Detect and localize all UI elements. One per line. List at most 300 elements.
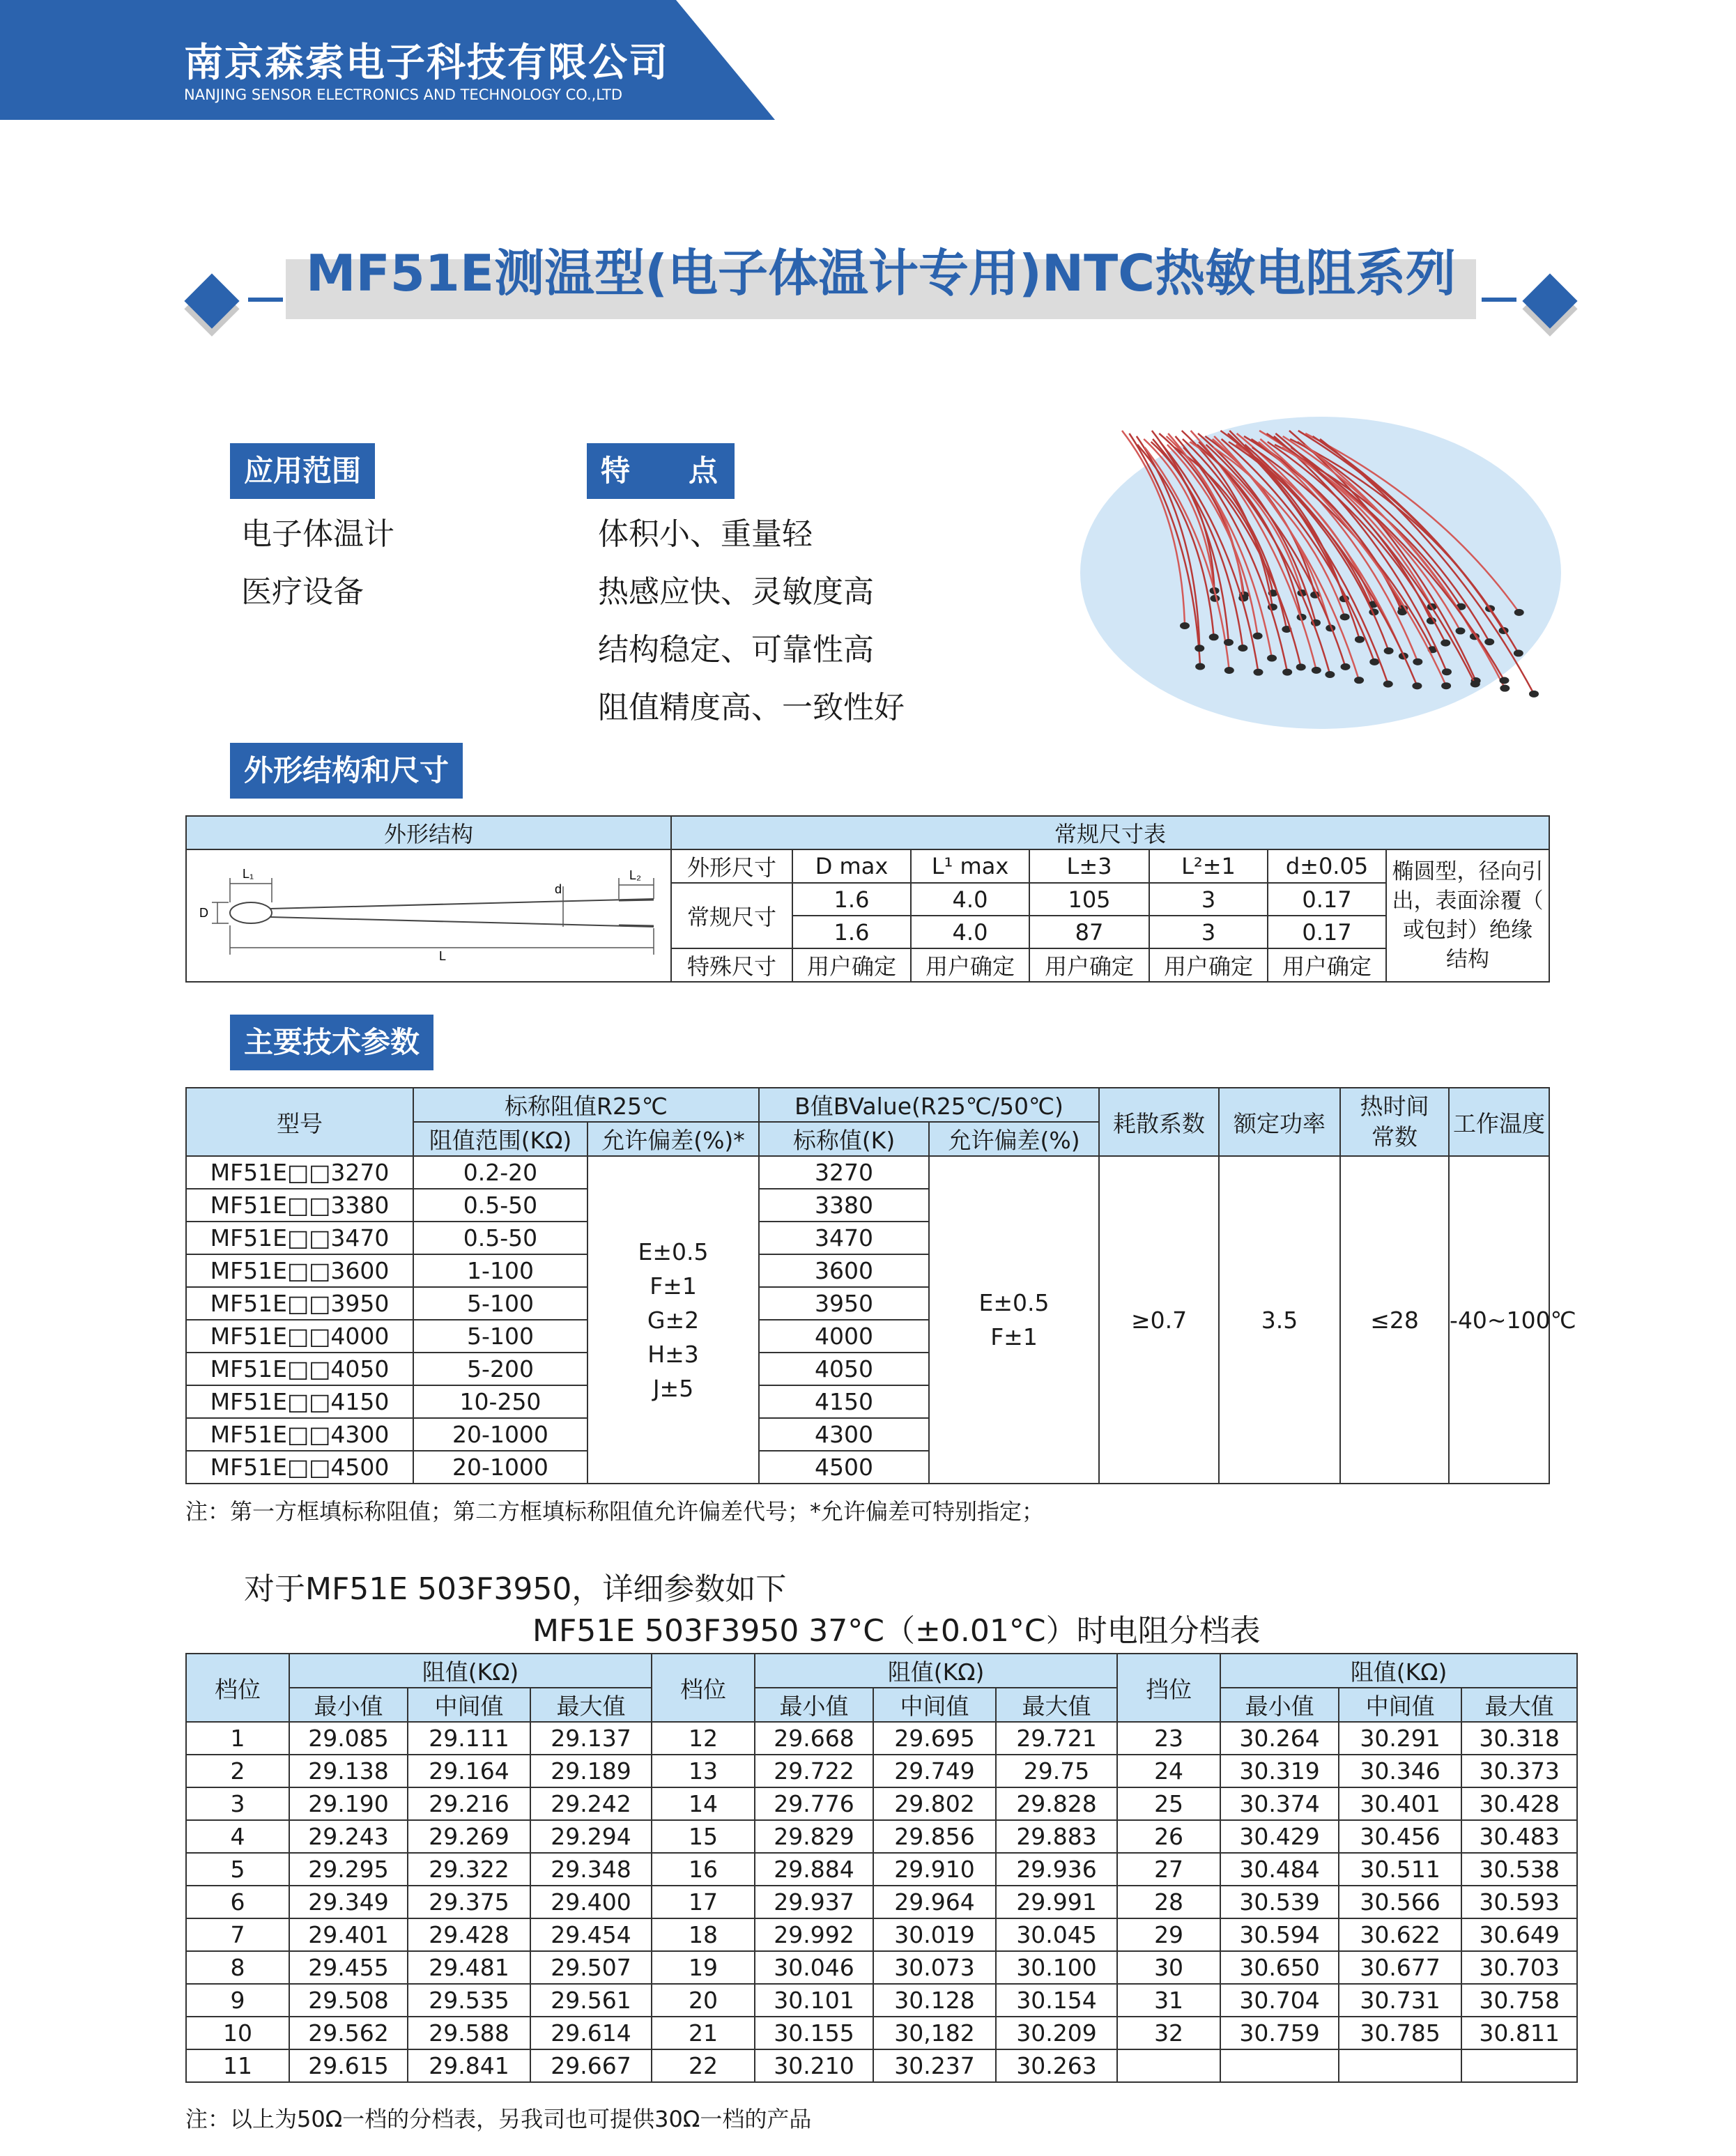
bin-value-cell: 30.209 <box>996 2017 1117 2049</box>
special-size-label: 特殊尺寸 <box>671 948 792 982</box>
dimensions-label: 外形结构和尺寸 <box>230 743 463 799</box>
bin-value-cell: 30,182 <box>873 2017 996 2049</box>
application-item: 医疗设备 <box>241 574 364 610</box>
bin-header-min: 最小值 <box>1220 1688 1339 1722</box>
bin-index-cell <box>1117 2049 1220 2082</box>
thermistor-bead <box>1253 669 1263 676</box>
dim-cell: 1.6 <box>792 916 911 948</box>
thermistor-bead <box>1412 682 1422 689</box>
bin-value-cell: 30.319 <box>1220 1755 1339 1787</box>
bin-value-cell <box>1220 2049 1339 2082</box>
bin-value-cell: 29.348 <box>530 1853 652 1886</box>
spec-header-b-tol: 允许偏差(%) <box>929 1122 1099 1156</box>
bin-value-cell: 29.562 <box>289 2017 408 2049</box>
dim-cell: 105 <box>1029 883 1149 916</box>
bin-value-cell: 30.237 <box>873 2049 996 2082</box>
structure-diagram-cell <box>186 849 671 982</box>
specs-note: 注：第一方框填标称阻值；第二方框填标称阻值允许偏差代号；*允许偏差可特别指定； <box>185 1498 1045 1525</box>
bin-value-cell: 30.758 <box>1461 1984 1577 2017</box>
spec-b-tol-cell <box>929 1156 1099 1484</box>
spec-model: MF51E□□4150 <box>186 1385 413 1418</box>
bin-value-cell: 30.456 <box>1339 1820 1461 1853</box>
title-diamond-left-icon <box>184 273 239 328</box>
bin-value-cell: 30.704 <box>1220 1984 1339 2017</box>
spec-range: 5-100 <box>413 1320 587 1353</box>
bin-value-cell: 29.992 <box>755 1918 873 1951</box>
bin-header-r: 阻值(KΩ) <box>289 1654 652 1688</box>
bin-value-cell: 29.375 <box>408 1886 530 1918</box>
spec-header-b-nominal: 标称值(K) <box>759 1122 929 1156</box>
bin-index-cell: 19 <box>652 1951 755 1984</box>
spec-model: MF51E□□3470 <box>186 1222 413 1254</box>
spec-model: MF51E□□4050 <box>186 1353 413 1385</box>
bin-index-cell: 14 <box>652 1787 755 1820</box>
spec-b-nominal: 3950 <box>759 1287 929 1320</box>
dim-col-header: L¹ max <box>911 849 1029 883</box>
bin-value-cell: 30.483 <box>1461 1820 1577 1853</box>
spec-time-constant: ≤28 <box>1340 1156 1449 1484</box>
bin-value-cell: 30.100 <box>996 1951 1117 1984</box>
dim-col-header: 外形尺寸 <box>671 849 792 883</box>
thermistor-bead <box>1384 647 1394 654</box>
remark-line: 椭圆型，径向引 <box>1392 859 1544 884</box>
bin-value-cell: 29.137 <box>530 1722 652 1755</box>
thermistor-bead <box>1224 667 1234 674</box>
bin-header-min: 最小值 <box>755 1688 873 1722</box>
bin-value-cell: 29.841 <box>408 2049 530 2082</box>
bin-value-cell: 30.210 <box>755 2049 873 2082</box>
diagram-label-d: d <box>555 882 562 896</box>
thermistor-bead <box>1529 691 1539 698</box>
spec-range: 10-250 <box>413 1385 587 1418</box>
normal-size-label: 常规尺寸 <box>671 883 792 948</box>
bin-value-cell: 29.535 <box>408 1984 530 2017</box>
bin-value-cell: 29.749 <box>873 1755 996 1787</box>
bin-header-index: 档位 <box>652 1654 755 1722</box>
r-tol-value: E±0.5 <box>638 1238 709 1265</box>
thermistor-bead <box>1413 659 1422 665</box>
dim-cell: 4.0 <box>911 916 1029 948</box>
spec-header-model: 型号 <box>186 1088 413 1156</box>
bin-value-cell: 30.019 <box>873 1918 996 1951</box>
bin-value-cell: 30.101 <box>755 1984 873 2017</box>
bin-index-cell: 4 <box>186 1820 289 1853</box>
bin-index-cell: 16 <box>652 1853 755 1886</box>
spec-header-time-constant <box>1340 1088 1449 1156</box>
thermistor-bead <box>1209 633 1219 640</box>
bin-index-cell: 27 <box>1117 1853 1220 1886</box>
r-tol-value: F±1 <box>650 1272 697 1300</box>
bin-value-cell: 29.991 <box>996 1886 1117 1918</box>
bin-value-cell: 29.428 <box>408 1918 530 1951</box>
bin-value-cell: 29.937 <box>755 1886 873 1918</box>
remark-line: 出，表面涂覆（ <box>1392 888 1544 914</box>
diagram-label-l2: L₂ <box>629 868 641 882</box>
bin-value-cell: 30.263 <box>996 2049 1117 2082</box>
spec-model: MF51E□□3950 <box>186 1287 413 1320</box>
remark-line: 结构 <box>1446 947 1490 972</box>
bin-value-cell: 30.703 <box>1461 1951 1577 1984</box>
bins-title: MF51E 503F3950 37°C（±0.01°C）时电阻分档表 <box>532 1613 1261 1649</box>
diagram-label-l1: L₁ <box>243 867 254 881</box>
spec-header-dissipation: 耗散系数 <box>1099 1088 1219 1156</box>
thermistor-bead <box>1456 627 1466 634</box>
bin-value-cell: 29.111 <box>408 1722 530 1755</box>
bin-value-cell: 30.318 <box>1461 1722 1577 1755</box>
spec-model: MF51E□□3600 <box>186 1254 413 1287</box>
bin-value-cell: 30.428 <box>1461 1787 1577 1820</box>
bin-header-max: 最大值 <box>996 1688 1117 1722</box>
bin-value-cell: 30.759 <box>1220 2017 1339 2049</box>
thermistor-bead <box>1354 677 1364 684</box>
spec-model: MF51E□□4300 <box>186 1418 413 1451</box>
bin-value-cell: 30.401 <box>1339 1787 1461 1820</box>
company-name-cn: 南京森索电子科技有限公司 <box>184 40 669 86</box>
bins-note: 注：以上为50Ω一档的分档表，另我司也可提供30Ω一档的产品 <box>185 2106 812 2132</box>
spec-temp: -40~100℃ <box>1449 1156 1549 1484</box>
thermistor-bead <box>1282 669 1292 676</box>
thermistor-bead <box>1499 677 1509 684</box>
bin-index-cell: 6 <box>186 1886 289 1918</box>
bin-header-max: 最大值 <box>530 1688 652 1722</box>
dimensions-table <box>185 815 1550 983</box>
bin-index-cell: 24 <box>1117 1755 1220 1787</box>
bin-row <box>186 2017 1577 2049</box>
spec-model: MF51E□□4500 <box>186 1451 413 1484</box>
bin-value-cell <box>1339 2049 1461 2082</box>
spec-range: 0.5-50 <box>413 1189 587 1222</box>
bin-index-cell: 21 <box>652 2017 755 2049</box>
company-name-en: NANJING SENSOR ELECTRONICS AND TECHNOLOGY CO.,LTD <box>184 86 623 103</box>
thermistor-bead <box>1195 663 1205 670</box>
thermistor-bead <box>1312 667 1321 674</box>
spec-b-nominal: 4050 <box>759 1353 929 1385</box>
bin-value-cell: 30.291 <box>1339 1722 1461 1755</box>
bin-value-cell: 29.75 <box>996 1755 1117 1787</box>
bin-value-cell: 30.594 <box>1220 1918 1339 1951</box>
remark-line: 或包封）绝缘 <box>1403 918 1533 943</box>
bin-value-cell: 29.828 <box>996 1787 1117 1820</box>
bin-index-cell: 1 <box>186 1722 289 1755</box>
bin-value-cell <box>1461 2049 1577 2082</box>
dim-col-header: D max <box>792 849 911 883</box>
thermistor-bead <box>1369 659 1379 665</box>
bin-value-cell: 30.539 <box>1220 1886 1339 1918</box>
r-tol-value: J±5 <box>652 1374 694 1402</box>
specs-table <box>185 1087 1576 1484</box>
spec-power: 3.5 <box>1219 1156 1340 1484</box>
bin-index-cell: 28 <box>1117 1886 1220 1918</box>
bin-value-cell: 29.294 <box>530 1820 652 1853</box>
spec-b-nominal: 3270 <box>759 1156 929 1189</box>
bin-index-cell: 11 <box>186 2049 289 2082</box>
bin-index-cell: 8 <box>186 1951 289 1984</box>
spec-b-nominal: 4300 <box>759 1418 929 1451</box>
bin-value-cell: 29.776 <box>755 1787 873 1820</box>
spec-model: MF51E□□3380 <box>186 1189 413 1222</box>
bin-value-cell: 29.189 <box>530 1755 652 1787</box>
dim-cell: 4.0 <box>911 883 1029 916</box>
thermistor-bead <box>1253 633 1263 640</box>
specs-label: 主要技术参数 <box>230 1015 433 1070</box>
thermistor-bead <box>1442 668 1452 675</box>
bin-value-cell: 30.346 <box>1339 1755 1461 1787</box>
bins-table <box>185 1653 1578 2083</box>
structure-diagram <box>187 850 672 976</box>
application-item: 电子体温计 <box>241 516 394 552</box>
bin-value-cell: 30.128 <box>873 1984 996 2017</box>
bin-value-cell: 30.484 <box>1220 1853 1339 1886</box>
spec-header-temp: 工作温度 <box>1449 1088 1549 1156</box>
spec-header-r-tol: 允许偏差(%)* <box>587 1122 759 1156</box>
thermistor-bead <box>1514 609 1524 616</box>
bin-value-cell: 29.910 <box>873 1853 996 1886</box>
r-tol-value: H±3 <box>647 1340 699 1368</box>
b-tol-value: E±0.5 <box>978 1289 1050 1316</box>
thermistor-bead <box>1383 681 1393 688</box>
dim-cell: 3 <box>1149 916 1268 948</box>
bin-value-cell: 29.883 <box>996 1820 1117 1853</box>
thermistor-wires-image <box>1080 417 1561 729</box>
dim-cell: 用户确定 <box>1149 948 1268 982</box>
spec-range: 5-100 <box>413 1287 587 1320</box>
r-tol-value: G±2 <box>647 1306 700 1334</box>
bin-index-cell: 7 <box>186 1918 289 1951</box>
application-label: 应用范围 <box>230 443 375 499</box>
thermistor-bead <box>1500 685 1510 692</box>
bin-value-cell: 29.295 <box>289 1853 408 1886</box>
dim-cell: 87 <box>1029 916 1149 948</box>
bin-value-cell: 29.401 <box>289 1918 408 1951</box>
title-diamond-right-icon <box>1522 273 1577 328</box>
bin-value-cell: 30.374 <box>1220 1787 1339 1820</box>
dim-cell: 用户确定 <box>1029 948 1149 982</box>
spec-range: 5-200 <box>413 1353 587 1385</box>
thermistor-bead <box>1441 682 1451 689</box>
spec-b-nominal: 3600 <box>759 1254 929 1287</box>
bin-value-cell: 30.622 <box>1339 1918 1461 1951</box>
title-dash-left <box>248 298 283 302</box>
b-tol-value: F±1 <box>990 1323 1038 1350</box>
dim-cell: 3 <box>1149 883 1268 916</box>
bin-index-cell: 18 <box>652 1918 755 1951</box>
spec-b-nominal: 3470 <box>759 1222 929 1254</box>
bin-row <box>186 1787 1577 1820</box>
thermistor-bead <box>1470 681 1480 688</box>
thermistor-bead <box>1267 655 1277 662</box>
spec-range: 20-1000 <box>413 1418 587 1451</box>
bin-value-cell: 30.046 <box>755 1951 873 1984</box>
bin-index-cell: 13 <box>652 1755 755 1787</box>
dim-col-header: L²±1 <box>1149 849 1268 883</box>
bin-value-cell: 29.588 <box>408 2017 530 2049</box>
feature-item: 体积小、重量轻 <box>598 516 813 552</box>
bin-value-cell: 29.884 <box>755 1853 873 1886</box>
bin-index-cell: 30 <box>1117 1951 1220 1984</box>
bin-index-cell: 25 <box>1117 1787 1220 1820</box>
thermistor-bead <box>1484 638 1494 645</box>
bins-intro: 对于MF51E 503F3950，详细参数如下 <box>244 1571 787 1607</box>
bin-header-index: 挡位 <box>1117 1654 1220 1722</box>
bin-value-cell: 29.269 <box>408 1820 530 1853</box>
spec-range: 1-100 <box>413 1254 587 1287</box>
thermistor-bead <box>1180 622 1190 629</box>
bin-value-cell: 29.322 <box>408 1853 530 1886</box>
dim-cell: 用户确定 <box>1268 948 1386 982</box>
spec-range: 20-1000 <box>413 1451 587 1484</box>
spec-b-nominal: 4500 <box>759 1451 929 1484</box>
bin-value-cell: 30.731 <box>1339 1984 1461 2017</box>
bin-value-cell: 29.507 <box>530 1951 652 1984</box>
spec-model: MF51E□□4000 <box>186 1320 413 1353</box>
bin-value-cell: 29.614 <box>530 2017 652 2049</box>
thermistor-bead <box>1514 649 1523 656</box>
bin-header-mid: 中间值 <box>873 1688 996 1722</box>
dim-cell: 用户确定 <box>911 948 1029 982</box>
bin-index-cell: 26 <box>1117 1820 1220 1853</box>
bin-value-cell: 29.455 <box>289 1951 408 1984</box>
bin-row <box>186 1951 1577 1984</box>
bins-body <box>186 1722 1577 2082</box>
thermistor-bead <box>1238 645 1247 652</box>
bin-value-cell: 30.593 <box>1461 1886 1577 1918</box>
bin-value-cell: 30.154 <box>996 1984 1117 2017</box>
bin-index-cell: 29 <box>1117 1918 1220 1951</box>
bin-value-cell: 29.138 <box>289 1755 408 1787</box>
wire-line <box>1129 433 1200 666</box>
bin-row <box>186 1853 1577 1886</box>
spec-header-power: 额定功率 <box>1219 1088 1340 1156</box>
bin-header-max: 最大值 <box>1461 1688 1577 1722</box>
bin-value-cell: 29.349 <box>289 1886 408 1918</box>
bin-header-index: 档位 <box>186 1654 289 1722</box>
bin-index-cell: 3 <box>186 1787 289 1820</box>
bin-row <box>186 1984 1577 2017</box>
thermistor-bead <box>1341 663 1351 670</box>
bin-index-cell: 2 <box>186 1755 289 1787</box>
spec-dissipation: ≥0.7 <box>1099 1156 1219 1484</box>
bin-index-cell: 22 <box>652 2049 755 2082</box>
bin-value-cell: 29.721 <box>996 1722 1117 1755</box>
bin-value-cell: 30.785 <box>1339 2017 1461 2049</box>
spec-model: MF51E□□3270 <box>186 1156 413 1189</box>
bin-header-min: 最小值 <box>289 1688 408 1722</box>
dim-cell: 0.17 <box>1268 916 1386 948</box>
feature-item: 阻值精度高、一致性好 <box>598 690 905 725</box>
bin-row <box>186 1918 1577 1951</box>
thermistor-bead <box>1195 645 1204 652</box>
bin-index-cell: 10 <box>186 2017 289 2049</box>
title-dash-right <box>1482 298 1516 302</box>
bin-value-cell: 30.511 <box>1339 1853 1461 1886</box>
bin-value-cell: 29.722 <box>755 1755 873 1787</box>
feature-item: 热感应快、灵敏度高 <box>598 574 874 610</box>
bin-value-cell: 29.481 <box>408 1951 530 1984</box>
thermistor-bead <box>1296 663 1306 670</box>
dim-table-header: 常规尺寸表 <box>671 816 1549 849</box>
thermistor-bead <box>1340 613 1350 620</box>
thermistor-bead <box>1224 639 1234 646</box>
bin-index-cell: 12 <box>652 1722 755 1755</box>
spec-header-r-range: 阻值范围(KΩ) <box>413 1122 587 1156</box>
wire-line <box>1259 431 1432 607</box>
bin-value-cell: 29.190 <box>289 1787 408 1820</box>
bin-header-r: 阻值(KΩ) <box>1220 1654 1577 1688</box>
bin-index-cell: 17 <box>652 1886 755 1918</box>
bin-index-cell: 20 <box>652 1984 755 2017</box>
spec-header-b-value: B值BValue(R25℃/50℃) <box>759 1088 1099 1122</box>
bin-value-cell: 29.668 <box>755 1722 873 1755</box>
bin-index-cell: 9 <box>186 1984 289 2017</box>
bin-row <box>186 1722 1577 1755</box>
feature-item: 结构稳定、可靠性高 <box>598 632 874 668</box>
bin-header-mid: 中间值 <box>408 1688 530 1722</box>
time-constant-line: 常数 <box>1372 1123 1418 1150</box>
dim-cell: 用户确定 <box>792 948 911 982</box>
bin-value-cell: 30.045 <box>996 1918 1117 1951</box>
thermistor-bead <box>1355 636 1365 643</box>
bin-index-cell: 32 <box>1117 2017 1220 2049</box>
thermistor-bead <box>1325 671 1335 678</box>
bin-value-cell: 29.695 <box>873 1722 996 1755</box>
bin-value-cell: 29.964 <box>873 1886 996 1918</box>
bin-index-cell: 15 <box>652 1820 755 1853</box>
bin-value-cell: 29.615 <box>289 2049 408 2082</box>
bin-value-cell: 30.073 <box>873 1951 996 1984</box>
dim-cell: 0.17 <box>1268 883 1386 916</box>
bin-value-cell: 30.155 <box>755 2017 873 2049</box>
bin-value-cell: 29.454 <box>530 1918 652 1951</box>
dim-col-header: L±3 <box>1029 849 1149 883</box>
bin-value-cell: 29.856 <box>873 1820 996 1853</box>
bin-value-cell: 30.811 <box>1461 2017 1577 2049</box>
bin-value-cell: 29.802 <box>873 1787 996 1820</box>
bin-value-cell: 29.243 <box>289 1820 408 1853</box>
bin-index-cell: 31 <box>1117 1984 1220 2017</box>
spec-b-nominal: 4000 <box>759 1320 929 1353</box>
bin-value-cell: 30.429 <box>1220 1820 1339 1853</box>
bin-value-cell: 30.649 <box>1461 1918 1577 1951</box>
spec-b-nominal: 4150 <box>759 1385 929 1418</box>
bin-value-cell: 29.216 <box>408 1787 530 1820</box>
bin-header-r: 阻值(KΩ) <box>755 1654 1117 1688</box>
dim-col-header: d±0.05 <box>1268 849 1386 883</box>
diagram-label-D: D <box>199 906 208 920</box>
bin-value-cell: 30.264 <box>1220 1722 1339 1755</box>
bin-value-cell: 29.085 <box>289 1722 408 1755</box>
bin-index-cell: 5 <box>186 1853 289 1886</box>
product-photo <box>1080 417 1561 729</box>
spec-r-tol-cell <box>587 1156 759 1484</box>
spec-range: 0.2-20 <box>413 1156 587 1189</box>
bin-row <box>186 1755 1577 1787</box>
bin-value-cell: 29.400 <box>530 1886 652 1918</box>
bin-value-cell: 29.242 <box>530 1787 652 1820</box>
time-constant-line: 热时间 <box>1360 1093 1429 1120</box>
bin-value-cell: 30.538 <box>1461 1853 1577 1886</box>
spec-header-nominal-r: 标称阻值R25℃ <box>413 1088 759 1122</box>
bin-value-cell: 30.677 <box>1339 1951 1461 1984</box>
bin-value-cell: 29.561 <box>530 1984 652 2017</box>
page-title: MF51E测温型(电子体温计专用)NTC热敏电阻系列 <box>305 244 1457 302</box>
spec-range: 0.5-50 <box>413 1222 587 1254</box>
bin-value-cell: 29.829 <box>755 1820 873 1853</box>
thermistor-bead <box>1441 640 1450 647</box>
bin-value-cell: 30.566 <box>1339 1886 1461 1918</box>
bin-value-cell: 29.936 <box>996 1853 1117 1886</box>
bin-row <box>186 1820 1577 1853</box>
bin-index-cell: 23 <box>1117 1722 1220 1755</box>
